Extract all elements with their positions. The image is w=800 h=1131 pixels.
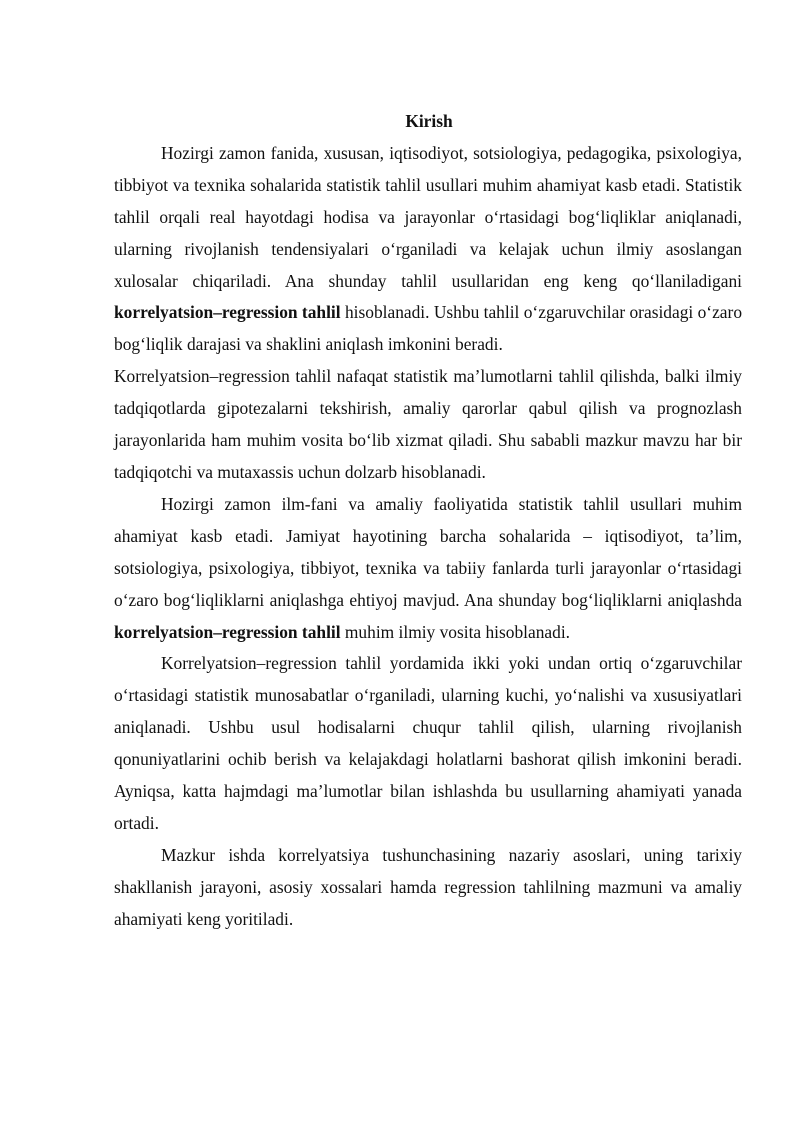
paragraph-3-bold-term: korrelyatsion–regression tahlil (114, 621, 341, 642)
paragraph-5: Mazkur ishda korrelyatsiya tushunchasining nazariy asoslari, uning tarixiy shakllanish jarayoni, asosiy xossalari hamda regression tahlilning mazmuni va amaliy ahamiyati keng yoritiladi. (114, 844, 742, 929)
paragraph-4: Korrelyatsion–regression tahlil yordamida ikki yoki undan ortiq o‘zgaruvchilar o‘rtasidagi statistik munosabatlar o‘rganiladi, ularning kuchi, yo‘nalishi va xususiyatlari aniqlanadi. Ushbu usul hodisalarni chuqur tahlil qilish, ularning rivojlanish qonuniyatlarini ochib berish va kelajakdagi holatlarni bashorat qilish imkonini beradi. Ayniqsa, katta hajmdagi ma’lumotlar bilan ishlashda bu usullarning ahamiyati yanada ortadi. (114, 653, 742, 833)
paragraph-3-text-before: Hozirgi zamon ilm-fani va amaliy faoliyatida statistik tahlil usullari muhim ahamiyat kasb etadi. Jamiyat hayotining barcha sohalarida – iqtisodiyot, ta’lim, sotsiologiya, psixologiya, tibbiyot, texnika va tabiiy fanlarda turli jarayonlar o‘rtasidagi o‘zaro bog‘liqliklarni aniqlashga ehtiyoj mavjud. Ana shunday bog‘liqliklarni aniqlashda (114, 493, 742, 610)
paragraph-2: Korrelyatsion–regression tahlil nafaqat statistik ma’lumotlarni tahlil qilishda, balki ilmiy tadqiqotlarda gipotezalarni tekshirish, amaliy qarorlar qabul qilish va prognozlash jarayonlarida ham muhim vosita bo‘lib xizmat qiladi. Shu sababli mazkur mavzu har bir tadqiqotchi va mutaxassis uchun dolzarb hisoblanadi. (114, 366, 742, 482)
paragraph-1 (114, 138, 742, 361)
paragraph-1-text-after: hisoblanadi. Ushbu tahlil o‘zgaruvchilar orasidagi o‘zaro bog‘liqlik darajasi va shaklini aniqlash imkonini beradi. (114, 302, 743, 355)
paragraph-3-text-after: muhim ilmiy vosita hisoblanadi. (340, 621, 571, 642)
document-page (114, 106, 742, 936)
paragraph-1-bold-term: korrelyatsion–regression tahlil (114, 302, 341, 323)
page-title: Kirish (405, 111, 453, 131)
paragraph-3 (114, 489, 742, 649)
paragraph-1-text-before: Hozirgi zamon fanida, xususan, iqtisodiyot, sotsiologiya, pedagogika, psixologiya, tibbiyot va texnika sohalarida statistik tahlil usullari muhim ahamiyat kasb etadi. Statistik tahlil orqali real hayotdagi hodisa va jarayonlar o‘rtasidagi bog‘liqliklar aniqlanadi, ularning rivojlanish tendensiyalari o‘rganiladi va kelajak uchun ilmiy asoslangan xulosalar chiqariladi. Ana shunday tahlil usullaridan eng keng qo‘llaniladigani (114, 142, 742, 291)
